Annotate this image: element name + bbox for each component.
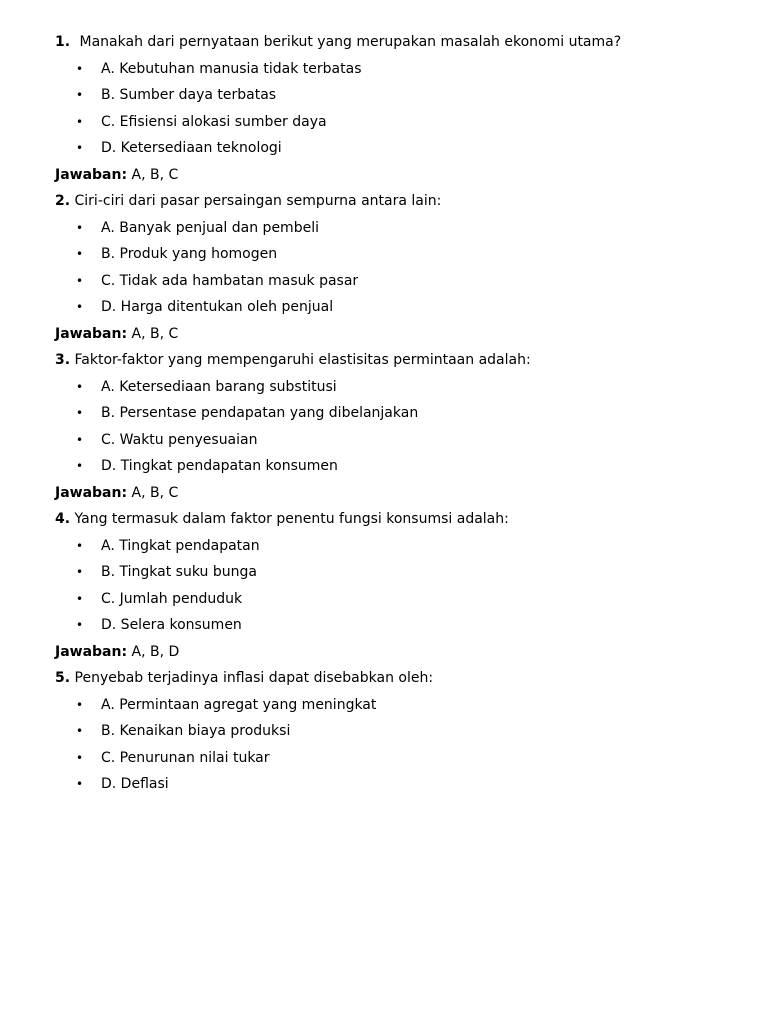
option-text: D. Ketersediaan teknologi [101, 140, 282, 156]
bullet-icon: • [76, 432, 84, 447]
answer-line-2 [55, 323, 768, 350]
question-2 [55, 190, 768, 217]
option-item [55, 561, 768, 588]
question-5 [55, 667, 768, 694]
answer-value: A, B, C [131, 484, 179, 501]
option-item [55, 720, 768, 747]
answer-label: Jawaban: [55, 643, 128, 660]
option-text: C. Penurunan nilai tukar [101, 749, 270, 766]
option-item [55, 747, 768, 774]
question-text: Penyebab terjadinya inflasi dapat disebabkan oleh: [74, 670, 434, 686]
option-text: D. Tingkat pendapatan konsumen [101, 458, 338, 474]
option-item [55, 376, 768, 403]
bullet-icon: • [76, 406, 84, 420]
option-text: D. Harga ditentukan oleh penjual [101, 299, 334, 315]
option-text: C. Tidak ada hambatan masuk pasar [101, 272, 359, 289]
bullet-icon: • [76, 591, 84, 606]
question-4 [55, 508, 768, 535]
option-item [55, 455, 768, 482]
option-item [55, 296, 768, 323]
question-text: Manakah dari pernyataan berikut yang merupakan masalah ekonomi utama? [79, 34, 622, 50]
bullet-icon: • [76, 220, 84, 235]
question-text: Yang termasuk dalam faktor penentu fungsi konsumsi adalah: [74, 511, 509, 527]
question-3 [55, 349, 768, 376]
option-item [55, 84, 768, 111]
bullet-icon: • [76, 538, 84, 553]
question-number: 2. [55, 193, 71, 209]
bullet-icon: • [76, 300, 84, 314]
bullet-icon: • [76, 379, 84, 394]
answer-label: Jawaban: [55, 325, 128, 342]
option-text: B. Persentase pendapatan yang dibelanjakan [101, 405, 419, 421]
option-text: B. Kenaikan biaya produksi [101, 723, 291, 739]
option-text: D. Selera konsumen [101, 617, 242, 633]
question-text: Faktor-faktor yang mempengaruhi elastisitas permintaan adalah: [74, 352, 531, 368]
option-item [55, 429, 768, 456]
bullet-icon: • [76, 141, 84, 155]
question-number: 5. [55, 670, 71, 686]
bullet-icon: • [76, 459, 84, 473]
option-item [55, 111, 768, 138]
option-item [55, 243, 768, 270]
bullet-icon: • [76, 565, 84, 579]
option-text: C. Efisiensi alokasi sumber daya [101, 113, 327, 130]
option-text: A. Ketersediaan barang substitusi [101, 378, 337, 395]
bullet-icon: • [76, 777, 84, 791]
question-text: Ciri-ciri dari pasar persaingan sempurna antara lain: [74, 193, 442, 209]
option-text: B. Tingkat suku bunga [101, 564, 257, 580]
option-item [55, 58, 768, 85]
answer-label: Jawaban: [55, 166, 128, 183]
option-item [55, 217, 768, 244]
option-text: D. Deflasi [101, 776, 169, 792]
bullet-icon: • [76, 618, 84, 632]
answer-label: Jawaban: [55, 484, 128, 501]
answer-value: A, B, C [131, 325, 179, 342]
bullet-icon: • [76, 724, 84, 738]
answer-line-4 [55, 641, 768, 668]
bullet-icon: • [76, 114, 84, 129]
question-number: 4. [55, 511, 71, 527]
question-number: 1. [55, 34, 71, 50]
option-text: B. Sumber daya terbatas [101, 87, 277, 103]
bullet-icon: • [76, 88, 84, 102]
bullet-icon: • [76, 750, 84, 765]
option-text: C. Jumlah penduduk [101, 590, 243, 607]
option-item [55, 773, 768, 800]
option-item [55, 402, 768, 429]
bullet-icon: • [76, 247, 84, 261]
option-text: A. Permintaan agregat yang meningkat [101, 696, 377, 713]
option-item [55, 137, 768, 164]
bullet-icon: • [76, 697, 84, 712]
option-text: B. Produk yang homogen [101, 246, 278, 262]
option-item [55, 535, 768, 562]
option-text: C. Waktu penyesuaian [101, 431, 258, 448]
answer-line-3 [55, 482, 768, 509]
answer-value: A, B, C [131, 166, 179, 183]
option-item [55, 614, 768, 641]
answer-value: A, B, D [131, 643, 180, 660]
option-text: A. Banyak penjual dan pembeli [101, 219, 319, 236]
option-item [55, 270, 768, 297]
option-text: A. Kebutuhan manusia tidak terbatas [101, 60, 362, 77]
answer-line-1 [55, 164, 768, 191]
option-item [55, 588, 768, 615]
option-item [55, 694, 768, 721]
bullet-icon: • [76, 61, 84, 76]
option-text: A. Tingkat pendapatan [101, 537, 260, 554]
question-1 [55, 31, 768, 58]
question-number: 3. [55, 352, 71, 368]
bullet-icon: • [76, 273, 84, 288]
